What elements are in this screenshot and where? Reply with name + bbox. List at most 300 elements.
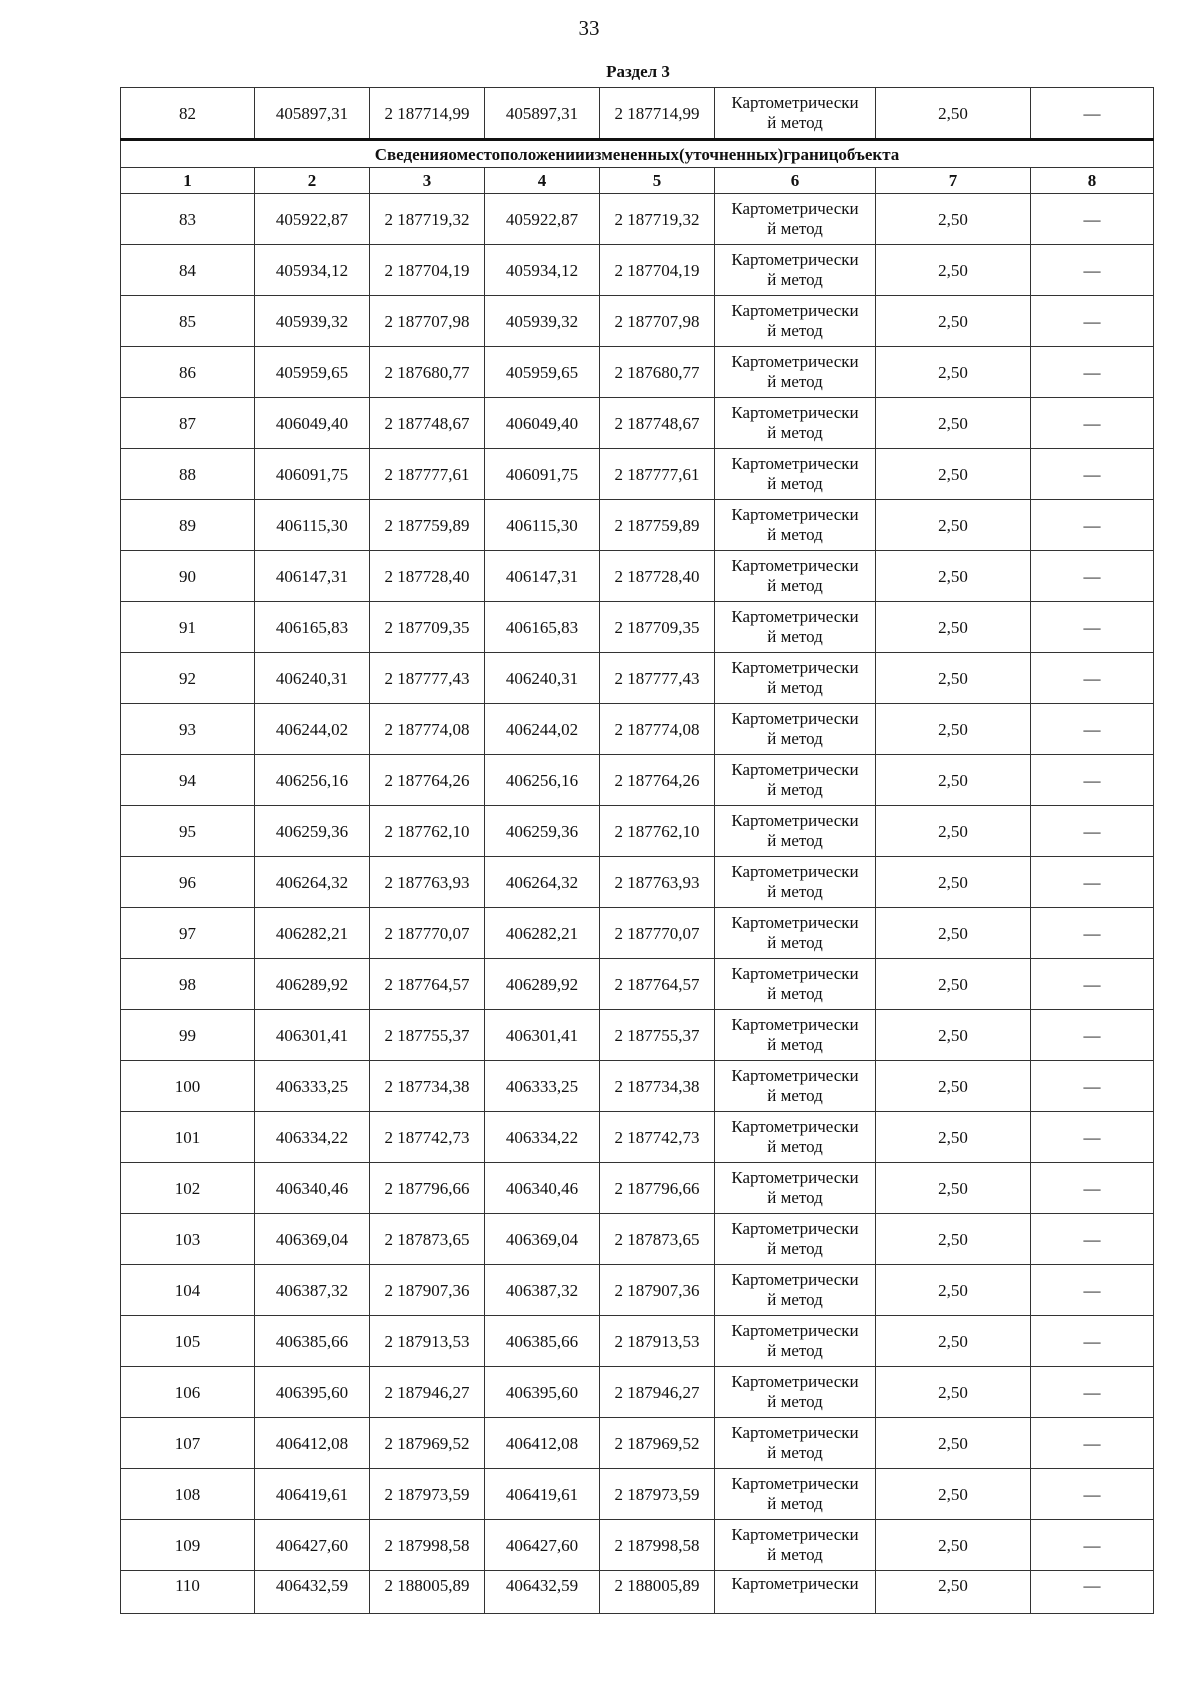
existing-y: 2 187770,07 <box>370 908 485 959</box>
changed-boundaries-heading-row <box>121 140 1154 168</box>
accuracy: 2,50 <box>876 1418 1031 1469</box>
existing-x: 406259,36 <box>255 806 370 857</box>
point-number: 104 <box>121 1265 255 1316</box>
new-x: 405939,32 <box>485 296 600 347</box>
note: — <box>1031 857 1154 908</box>
new-x: 405922,87 <box>485 194 600 245</box>
method-line-2: й метод <box>767 1137 823 1156</box>
method-line-1: Картометрически <box>731 352 859 371</box>
existing-x: 406333,25 <box>255 1061 370 1112</box>
method-line-1: Картометрически <box>731 1423 859 1442</box>
accuracy: 2,50 <box>876 1520 1031 1571</box>
accuracy: 2,50 <box>876 653 1031 704</box>
accuracy: 2,50 <box>876 857 1031 908</box>
column-number: 2 <box>255 168 370 194</box>
accuracy: 2,50 <box>876 1061 1031 1112</box>
note: — <box>1031 449 1154 500</box>
point-number: 85 <box>121 296 255 347</box>
point-number: 92 <box>121 653 255 704</box>
accuracy: 2,50 <box>876 194 1031 245</box>
new-y: 2 187764,57 <box>600 959 715 1010</box>
note: — <box>1031 88 1154 140</box>
new-y: 2 188005,89 <box>600 1571 715 1614</box>
point-number: 98 <box>121 959 255 1010</box>
accuracy: 2,50 <box>876 704 1031 755</box>
existing-y: 2 187998,58 <box>370 1520 485 1571</box>
existing-x: 406427,60 <box>255 1520 370 1571</box>
note: — <box>1031 1316 1154 1367</box>
method-line-1: Картометрически <box>731 1066 859 1085</box>
point-number: 95 <box>121 806 255 857</box>
new-x: 406387,32 <box>485 1265 600 1316</box>
point-number: 109 <box>121 1520 255 1571</box>
existing-x: 406340,46 <box>255 1163 370 1214</box>
existing-y: 2 187913,53 <box>370 1316 485 1367</box>
existing-x: 406165,83 <box>255 602 370 653</box>
new-y: 2 187764,26 <box>600 755 715 806</box>
note: — <box>1031 398 1154 449</box>
table-row <box>121 1571 1154 1614</box>
point-number: 87 <box>121 398 255 449</box>
accuracy: 2,50 <box>876 602 1031 653</box>
new-x: 406340,46 <box>485 1163 600 1214</box>
new-y: 2 187913,53 <box>600 1316 715 1367</box>
method-cell <box>715 245 876 296</box>
method-line-2: й метод <box>767 627 823 646</box>
method-line-1: Картометрически <box>731 1321 859 1340</box>
method-cell <box>715 398 876 449</box>
table-row <box>121 551 1154 602</box>
point-number: 99 <box>121 1010 255 1061</box>
existing-x: 406385,66 <box>255 1316 370 1367</box>
new-y: 2 187796,66 <box>600 1163 715 1214</box>
method-line-2: й метод <box>767 1239 823 1258</box>
accuracy: 2,50 <box>876 1367 1031 1418</box>
note: — <box>1031 245 1154 296</box>
method-line-1: Картометрически <box>731 913 859 932</box>
method-cell <box>715 704 876 755</box>
method-line-2: й метод <box>767 780 823 799</box>
note: — <box>1031 755 1154 806</box>
table-row <box>121 653 1154 704</box>
existing-y: 2 187680,77 <box>370 347 485 398</box>
existing-x: 406419,61 <box>255 1469 370 1520</box>
method-cell <box>715 857 876 908</box>
new-y: 2 187873,65 <box>600 1214 715 1265</box>
new-y: 2 187762,10 <box>600 806 715 857</box>
note: — <box>1031 1520 1154 1571</box>
new-x: 406333,25 <box>485 1061 600 1112</box>
note: — <box>1031 194 1154 245</box>
method-line-2: й метод <box>767 1086 823 1105</box>
accuracy: 2,50 <box>876 1469 1031 1520</box>
method-line-2: й метод <box>767 525 823 544</box>
note: — <box>1031 1469 1154 1520</box>
table-row <box>121 296 1154 347</box>
method-line-1: Картометрически <box>731 709 859 728</box>
method-cell <box>715 1469 876 1520</box>
new-y: 2 187973,59 <box>600 1469 715 1520</box>
accuracy: 2,50 <box>876 500 1031 551</box>
existing-y: 2 187755,37 <box>370 1010 485 1061</box>
note: — <box>1031 1265 1154 1316</box>
new-y: 2 187777,61 <box>600 449 715 500</box>
method-cell <box>715 1571 876 1614</box>
method-cell <box>715 908 876 959</box>
method-cell <box>715 1163 876 1214</box>
method-line-2: й метод <box>767 1188 823 1207</box>
note: — <box>1031 551 1154 602</box>
method-line-2: й метод <box>767 1341 823 1360</box>
note: — <box>1031 500 1154 551</box>
existing-x: 406387,32 <box>255 1265 370 1316</box>
section-title: Раздел 3 <box>606 62 670 81</box>
new-y: 2 187748,67 <box>600 398 715 449</box>
accuracy: 2,50 <box>876 1112 1031 1163</box>
accuracy: 2,50 <box>876 551 1031 602</box>
method-line-2: й метод <box>767 984 823 1003</box>
accuracy: 2,50 <box>876 755 1031 806</box>
new-x: 405959,65 <box>485 347 600 398</box>
method-line-2: й метод <box>767 270 823 289</box>
point-number: 84 <box>121 245 255 296</box>
table-row <box>121 1418 1154 1469</box>
method-line-1: Картометрически <box>731 1270 859 1289</box>
accuracy: 2,50 <box>876 1214 1031 1265</box>
point-number: 93 <box>121 704 255 755</box>
note: — <box>1031 959 1154 1010</box>
method-line-1: Картометрически <box>731 760 859 779</box>
existing-y: 2 187774,08 <box>370 704 485 755</box>
method-cell <box>715 194 876 245</box>
existing-x: 406289,92 <box>255 959 370 1010</box>
column-number: 1 <box>121 168 255 194</box>
point-number: 86 <box>121 347 255 398</box>
table-row <box>121 1214 1154 1265</box>
method-line-1: Картометрически <box>731 301 859 320</box>
accuracy: 2,50 <box>876 347 1031 398</box>
table-row <box>121 1010 1154 1061</box>
new-y: 2 187734,38 <box>600 1061 715 1112</box>
table-row <box>121 88 1154 140</box>
accuracy: 2,50 <box>876 1571 1031 1614</box>
new-x: 406369,04 <box>485 1214 600 1265</box>
existing-x: 406147,31 <box>255 551 370 602</box>
existing-x: 406049,40 <box>255 398 370 449</box>
table-row <box>121 1163 1154 1214</box>
table-row <box>121 959 1154 1010</box>
point-number: 89 <box>121 500 255 551</box>
method-line-2: й метод <box>767 219 823 238</box>
accuracy: 2,50 <box>876 296 1031 347</box>
point-number: 102 <box>121 1163 255 1214</box>
table-row <box>121 500 1154 551</box>
existing-y: 2 187973,59 <box>370 1469 485 1520</box>
method-line-2: й метод <box>767 321 823 340</box>
existing-x: 405939,32 <box>255 296 370 347</box>
new-y: 2 187719,32 <box>600 194 715 245</box>
new-x: 406165,83 <box>485 602 600 653</box>
method-cell <box>715 755 876 806</box>
method-cell <box>715 1418 876 1469</box>
existing-y: 2 187763,93 <box>370 857 485 908</box>
column-number: 8 <box>1031 168 1154 194</box>
method-line-1: Картометрически <box>731 556 859 575</box>
method-cell <box>715 959 876 1010</box>
existing-y: 2 187759,89 <box>370 500 485 551</box>
point-number: 105 <box>121 1316 255 1367</box>
note: — <box>1031 704 1154 755</box>
table-row <box>121 245 1154 296</box>
table-row <box>121 194 1154 245</box>
point-number: 101 <box>121 1112 255 1163</box>
new-x: 406115,30 <box>485 500 600 551</box>
existing-y: 2 187946,27 <box>370 1367 485 1418</box>
existing-y: 2 187907,36 <box>370 1265 485 1316</box>
method-line-2: й метод <box>767 113 823 132</box>
new-x: 405934,12 <box>485 245 600 296</box>
point-number: 82 <box>121 88 255 140</box>
note: — <box>1031 602 1154 653</box>
new-x: 406282,21 <box>485 908 600 959</box>
existing-y: 2 187764,26 <box>370 755 485 806</box>
new-y: 2 187728,40 <box>600 551 715 602</box>
table-row <box>121 347 1154 398</box>
point-number: 83 <box>121 194 255 245</box>
existing-y: 2 187734,38 <box>370 1061 485 1112</box>
method-line-2: й метод <box>767 1035 823 1054</box>
method-line-2: й метод <box>767 678 823 697</box>
note: — <box>1031 1010 1154 1061</box>
method-line-1: Картометрически <box>731 607 859 626</box>
existing-y: 2 187796,66 <box>370 1163 485 1214</box>
table-row <box>121 1367 1154 1418</box>
new-y: 2 187742,73 <box>600 1112 715 1163</box>
method-line-1: Картометрически <box>731 1525 859 1544</box>
accuracy: 2,50 <box>876 959 1031 1010</box>
boundary-points-table <box>120 87 1154 1614</box>
point-number: 106 <box>121 1367 255 1418</box>
method-cell <box>715 88 876 140</box>
new-x: 406419,61 <box>485 1469 600 1520</box>
existing-x: 405897,31 <box>255 88 370 140</box>
new-x: 406334,22 <box>485 1112 600 1163</box>
new-y: 2 187969,52 <box>600 1418 715 1469</box>
table-row <box>121 908 1154 959</box>
method-cell <box>715 449 876 500</box>
existing-x: 406369,04 <box>255 1214 370 1265</box>
table-row <box>121 449 1154 500</box>
existing-x: 406395,60 <box>255 1367 370 1418</box>
point-number: 88 <box>121 449 255 500</box>
existing-x: 406412,08 <box>255 1418 370 1469</box>
method-line-1: Картометрически <box>731 658 859 677</box>
method-line-2: й метод <box>767 1494 823 1513</box>
note: — <box>1031 1367 1154 1418</box>
table-row <box>121 1520 1154 1571</box>
method-line-2: й метод <box>767 831 823 850</box>
point-number: 108 <box>121 1469 255 1520</box>
table-row <box>121 602 1154 653</box>
existing-x: 406264,32 <box>255 857 370 908</box>
method-line-2: й метод <box>767 1443 823 1462</box>
new-y: 2 187998,58 <box>600 1520 715 1571</box>
method-line-1: Картометрически <box>731 93 859 112</box>
method-cell <box>715 1112 876 1163</box>
existing-y: 2 187742,73 <box>370 1112 485 1163</box>
point-number: 97 <box>121 908 255 959</box>
existing-y: 2 187969,52 <box>370 1418 485 1469</box>
note: — <box>1031 1418 1154 1469</box>
existing-y: 2 187728,40 <box>370 551 485 602</box>
method-cell <box>715 1367 876 1418</box>
method-line-1: Картометрически <box>731 1168 859 1187</box>
note: — <box>1031 1112 1154 1163</box>
method-line-2: й метод <box>767 933 823 952</box>
new-y: 2 187680,77 <box>600 347 715 398</box>
accuracy: 2,50 <box>876 1316 1031 1367</box>
method-cell <box>715 551 876 602</box>
existing-y: 2 188005,89 <box>370 1571 485 1614</box>
new-y: 2 187704,19 <box>600 245 715 296</box>
existing-y: 2 187748,67 <box>370 398 485 449</box>
new-x: 406432,59 <box>485 1571 600 1614</box>
note: — <box>1031 908 1154 959</box>
note: — <box>1031 806 1154 857</box>
accuracy: 2,50 <box>876 1265 1031 1316</box>
note: — <box>1031 1163 1154 1214</box>
method-line-1: Картометрически <box>731 403 859 422</box>
existing-y: 2 187777,61 <box>370 449 485 500</box>
point-number: 107 <box>121 1418 255 1469</box>
column-number: 7 <box>876 168 1031 194</box>
accuracy: 2,50 <box>876 398 1031 449</box>
new-y: 2 187759,89 <box>600 500 715 551</box>
existing-y: 2 187719,32 <box>370 194 485 245</box>
new-x: 406259,36 <box>485 806 600 857</box>
method-line-1: Картометрически <box>731 1117 859 1136</box>
point-number: 100 <box>121 1061 255 1112</box>
method-line-1: Картометрически <box>731 1219 859 1238</box>
column-number: 6 <box>715 168 876 194</box>
note: — <box>1031 1571 1154 1614</box>
new-x: 406091,75 <box>485 449 600 500</box>
existing-x: 406282,21 <box>255 908 370 959</box>
method-cell <box>715 500 876 551</box>
existing-y: 2 187764,57 <box>370 959 485 1010</box>
accuracy: 2,50 <box>876 449 1031 500</box>
note: — <box>1031 296 1154 347</box>
method-cell <box>715 602 876 653</box>
method-line-2: й метод <box>767 1290 823 1309</box>
new-x: 406385,66 <box>485 1316 600 1367</box>
table-row <box>121 806 1154 857</box>
new-y: 2 187714,99 <box>600 88 715 140</box>
method-cell <box>715 806 876 857</box>
changed-boundaries-heading: Сведенияоместоположенииизмененных(уточненных)границобъекта <box>121 140 1154 168</box>
new-x: 406301,41 <box>485 1010 600 1061</box>
new-x: 406412,08 <box>485 1418 600 1469</box>
point-number: 103 <box>121 1214 255 1265</box>
method-cell <box>715 1265 876 1316</box>
new-x: 406049,40 <box>485 398 600 449</box>
existing-y: 2 187707,98 <box>370 296 485 347</box>
table-row <box>121 1265 1154 1316</box>
method-line-1: Картометрически <box>731 454 859 473</box>
column-number: 3 <box>370 168 485 194</box>
new-y: 2 187907,36 <box>600 1265 715 1316</box>
new-x: 406264,32 <box>485 857 600 908</box>
existing-x: 406115,30 <box>255 500 370 551</box>
method-line-1: Картометрически <box>731 1015 859 1034</box>
method-line-2: й метод <box>767 1545 823 1564</box>
column-numbers-row <box>121 168 1154 194</box>
point-number: 110 <box>121 1571 255 1614</box>
existing-x: 406301,41 <box>255 1010 370 1061</box>
point-number: 94 <box>121 755 255 806</box>
new-x: 406147,31 <box>485 551 600 602</box>
point-number: 90 <box>121 551 255 602</box>
new-x: 406256,16 <box>485 755 600 806</box>
existing-x: 406091,75 <box>255 449 370 500</box>
existing-y: 2 187873,65 <box>370 1214 485 1265</box>
accuracy: 2,50 <box>876 1163 1031 1214</box>
table-row <box>121 755 1154 806</box>
method-line-2: й метод <box>767 423 823 442</box>
new-x: 406289,92 <box>485 959 600 1010</box>
method-cell <box>715 653 876 704</box>
new-y: 2 187777,43 <box>600 653 715 704</box>
method-line-1: Картометрически <box>731 862 859 881</box>
new-x: 406427,60 <box>485 1520 600 1571</box>
new-x: 405897,31 <box>485 88 600 140</box>
new-y: 2 187770,07 <box>600 908 715 959</box>
new-x: 406395,60 <box>485 1367 600 1418</box>
method-cell <box>715 1061 876 1112</box>
new-x: 406240,31 <box>485 653 600 704</box>
accuracy: 2,50 <box>876 245 1031 296</box>
table-row <box>121 398 1154 449</box>
new-y: 2 187774,08 <box>600 704 715 755</box>
method-line-1: Картометрически <box>731 505 859 524</box>
point-number: 91 <box>121 602 255 653</box>
existing-x: 405934,12 <box>255 245 370 296</box>
table-row <box>121 1112 1154 1163</box>
method-cell <box>715 296 876 347</box>
method-line-1: Картометрически <box>731 1372 859 1391</box>
table-row <box>121 1469 1154 1520</box>
existing-x: 405959,65 <box>255 347 370 398</box>
page-number: 33 <box>578 16 600 40</box>
method-cell <box>715 1316 876 1367</box>
new-y: 2 187763,93 <box>600 857 715 908</box>
existing-y: 2 187762,10 <box>370 806 485 857</box>
method-cell <box>715 1214 876 1265</box>
method-line-1: Картометрически <box>731 964 859 983</box>
new-x: 406244,02 <box>485 704 600 755</box>
existing-y: 2 187714,99 <box>370 88 485 140</box>
new-y: 2 187709,35 <box>600 602 715 653</box>
existing-y: 2 187704,19 <box>370 245 485 296</box>
accuracy: 2,50 <box>876 1010 1031 1061</box>
existing-x: 406334,22 <box>255 1112 370 1163</box>
accuracy: 2,50 <box>876 806 1031 857</box>
note: — <box>1031 653 1154 704</box>
column-number: 5 <box>600 168 715 194</box>
method-cell <box>715 1010 876 1061</box>
existing-x: 406244,02 <box>255 704 370 755</box>
table-row <box>121 857 1154 908</box>
